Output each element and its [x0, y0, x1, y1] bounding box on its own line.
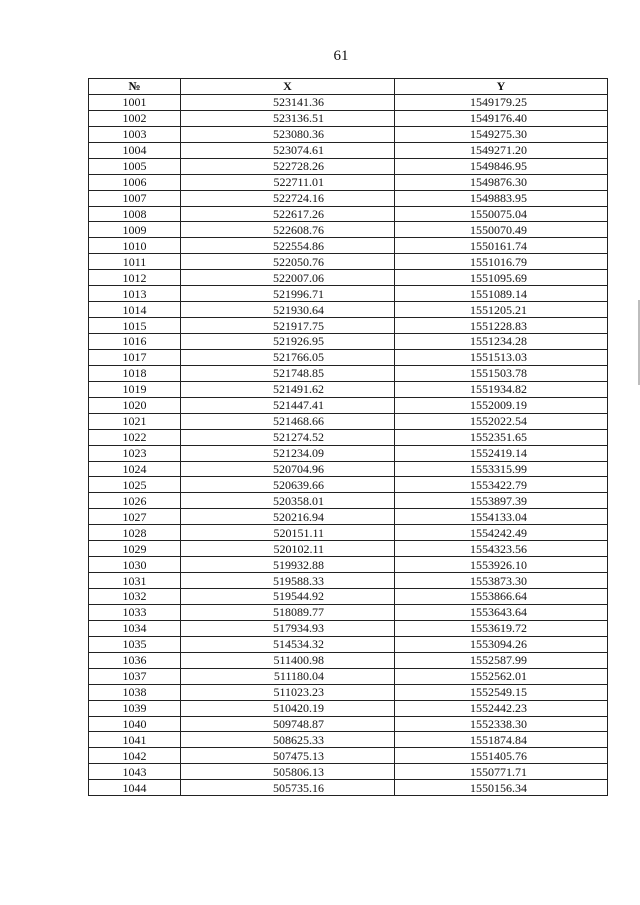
y-coordinate-cell: 1552442.23 [395, 700, 608, 716]
y-coordinate-cell: 1551205.21 [395, 302, 608, 318]
point-number-cell: 1013 [89, 286, 181, 302]
point-number-cell: 1001 [89, 94, 181, 110]
point-number-cell: 1024 [89, 461, 181, 477]
y-coordinate-cell: 1549179.25 [395, 94, 608, 110]
page-number: 61 [333, 48, 349, 64]
table-row [89, 461, 608, 477]
y-coordinate-cell: 1551095.69 [395, 270, 608, 286]
x-coordinate-cell: 522724.16 [181, 190, 395, 206]
x-coordinate-cell: 522711.01 [181, 174, 395, 190]
point-number-cell: 1008 [89, 206, 181, 222]
point-number-cell: 1011 [89, 254, 181, 270]
table-row [89, 668, 608, 684]
table-row [89, 365, 608, 381]
x-coordinate-cell: 520102.11 [181, 541, 395, 557]
x-coordinate-cell: 514534.32 [181, 636, 395, 652]
table-row [89, 190, 608, 206]
point-number-cell: 1038 [89, 684, 181, 700]
table-row [89, 94, 608, 110]
y-coordinate-cell: 1553619.72 [395, 620, 608, 636]
table-row [89, 222, 608, 238]
x-coordinate-cell: 521468.66 [181, 413, 395, 429]
header-row [89, 79, 608, 95]
y-coordinate-cell: 1550070.49 [395, 222, 608, 238]
point-number-cell: 1014 [89, 302, 181, 318]
y-coordinate-cell: 1552351.65 [395, 429, 608, 445]
x-coordinate-cell: 521926.95 [181, 334, 395, 350]
point-number-cell: 1040 [89, 716, 181, 732]
point-number-cell: 1003 [89, 126, 181, 142]
table-row [89, 381, 608, 397]
table-row [89, 158, 608, 174]
y-coordinate-cell: 1553866.64 [395, 589, 608, 605]
point-number-cell: 1026 [89, 493, 181, 509]
x-coordinate-cell: 522728.26 [181, 158, 395, 174]
point-number-cell: 1015 [89, 318, 181, 334]
x-coordinate-cell: 507475.13 [181, 748, 395, 764]
y-coordinate-cell: 1554133.04 [395, 509, 608, 525]
table-row [89, 318, 608, 334]
table-row [89, 445, 608, 461]
x-coordinate-cell: 511400.98 [181, 652, 395, 668]
point-number-cell: 1010 [89, 238, 181, 254]
x-coordinate-cell: 521447.41 [181, 397, 395, 413]
point-number-cell: 1039 [89, 700, 181, 716]
x-coordinate-cell: 522617.26 [181, 206, 395, 222]
x-coordinate-cell: 522608.76 [181, 222, 395, 238]
point-number-cell: 1005 [89, 158, 181, 174]
table-row [89, 397, 608, 413]
x-coordinate-cell: 521766.05 [181, 349, 395, 365]
table-row [89, 573, 608, 589]
table-row [89, 238, 608, 254]
y-coordinate-cell: 1553094.26 [395, 636, 608, 652]
x-coordinate-cell: 522554.86 [181, 238, 395, 254]
x-coordinate-cell: 517934.93 [181, 620, 395, 636]
y-coordinate-cell: 1549275.30 [395, 126, 608, 142]
y-coordinate-cell: 1551503.78 [395, 365, 608, 381]
x-coordinate-cell: 521917.75 [181, 318, 395, 334]
table-row [89, 477, 608, 493]
x-coordinate-cell: 520216.94 [181, 509, 395, 525]
x-coordinate-cell: 520639.66 [181, 477, 395, 493]
y-coordinate-cell: 1553315.99 [395, 461, 608, 477]
point-number-cell: 1029 [89, 541, 181, 557]
point-number-cell: 1002 [89, 110, 181, 126]
table-row [89, 254, 608, 270]
table-row [89, 334, 608, 350]
x-coordinate-cell: 519588.33 [181, 573, 395, 589]
point-number-cell: 1037 [89, 668, 181, 684]
table-row [89, 589, 608, 605]
table-row [89, 620, 608, 636]
x-coordinate-cell: 520358.01 [181, 493, 395, 509]
y-coordinate-cell: 1551874.84 [395, 732, 608, 748]
y-coordinate-cell: 1549883.95 [395, 190, 608, 206]
x-coordinate-cell: 521274.52 [181, 429, 395, 445]
point-number-cell: 1018 [89, 365, 181, 381]
y-coordinate-cell: 1551934.82 [395, 381, 608, 397]
table-row [89, 700, 608, 716]
y-coordinate-cell: 1554323.56 [395, 541, 608, 557]
x-coordinate-cell: 521930.64 [181, 302, 395, 318]
table-row [89, 142, 608, 158]
x-coordinate-cell: 520704.96 [181, 461, 395, 477]
table-row [89, 636, 608, 652]
y-coordinate-cell: 1553422.79 [395, 477, 608, 493]
x-coordinate-cell: 511180.04 [181, 668, 395, 684]
x-coordinate-cell: 505806.13 [181, 764, 395, 780]
point-number-cell: 1034 [89, 620, 181, 636]
table-row [89, 349, 608, 365]
point-number-cell: 1031 [89, 573, 181, 589]
y-coordinate-cell: 1550161.74 [395, 238, 608, 254]
point-number-cell: 1035 [89, 636, 181, 652]
x-coordinate-cell: 519932.88 [181, 557, 395, 573]
x-coordinate-cell: 505735.16 [181, 780, 395, 796]
y-coordinate-cell: 1552549.15 [395, 684, 608, 700]
x-coordinate-cell: 522007.06 [181, 270, 395, 286]
x-coordinate-cell: 519544.92 [181, 589, 395, 605]
y-coordinate-cell: 1549876.30 [395, 174, 608, 190]
point-number-cell: 1028 [89, 525, 181, 541]
table-row [89, 174, 608, 190]
y-coordinate-cell: 1552587.99 [395, 652, 608, 668]
table-row [89, 286, 608, 302]
point-number-cell: 1017 [89, 349, 181, 365]
point-number-cell: 1044 [89, 780, 181, 796]
y-coordinate-cell: 1551228.83 [395, 318, 608, 334]
x-coordinate-cell: 521234.09 [181, 445, 395, 461]
table-row [89, 541, 608, 557]
point-number-cell: 1030 [89, 557, 181, 573]
y-coordinate-cell: 1550771.71 [395, 764, 608, 780]
table-row [89, 557, 608, 573]
point-number-cell: 1032 [89, 589, 181, 605]
y-coordinate-cell: 1553926.10 [395, 557, 608, 573]
table-row [89, 684, 608, 700]
x-coordinate-cell: 523074.61 [181, 142, 395, 158]
y-coordinate-cell: 1552338.30 [395, 716, 608, 732]
y-coordinate-cell: 1551234.28 [395, 334, 608, 350]
x-coordinate-cell: 508625.33 [181, 732, 395, 748]
table-row [89, 780, 608, 796]
point-number-cell: 1006 [89, 174, 181, 190]
table-row [89, 652, 608, 668]
point-number-cell: 1036 [89, 652, 181, 668]
table-row [89, 748, 608, 764]
table-row [89, 110, 608, 126]
y-coordinate-cell: 1552009.19 [395, 397, 608, 413]
coordinates-table [88, 78, 608, 796]
y-coordinate-cell: 1549846.95 [395, 158, 608, 174]
y-coordinate-cell: 1552562.01 [395, 668, 608, 684]
column-header-x: X [181, 79, 395, 95]
point-number-cell: 1019 [89, 381, 181, 397]
y-coordinate-cell: 1553873.30 [395, 573, 608, 589]
y-coordinate-cell: 1551513.03 [395, 349, 608, 365]
point-number-cell: 1020 [89, 397, 181, 413]
y-coordinate-cell: 1554242.49 [395, 525, 608, 541]
x-coordinate-cell: 523136.51 [181, 110, 395, 126]
table-row [89, 126, 608, 142]
x-coordinate-cell: 518089.77 [181, 604, 395, 620]
table-row [89, 206, 608, 222]
point-number-cell: 1022 [89, 429, 181, 445]
point-number-cell: 1007 [89, 190, 181, 206]
table-row [89, 509, 608, 525]
y-coordinate-cell: 1549271.20 [395, 142, 608, 158]
x-coordinate-cell: 509748.87 [181, 716, 395, 732]
column-header-y: Y [395, 79, 608, 95]
x-coordinate-cell: 510420.19 [181, 700, 395, 716]
table-row [89, 732, 608, 748]
y-coordinate-cell: 1553897.39 [395, 493, 608, 509]
table-row [89, 493, 608, 509]
y-coordinate-cell: 1551405.76 [395, 748, 608, 764]
point-number-cell: 1027 [89, 509, 181, 525]
column-header-number: № [89, 79, 181, 95]
y-coordinate-cell: 1553643.64 [395, 604, 608, 620]
table-body [89, 94, 608, 795]
table-row [89, 413, 608, 429]
x-coordinate-cell: 521491.62 [181, 381, 395, 397]
point-number-cell: 1009 [89, 222, 181, 238]
point-number-cell: 1043 [89, 764, 181, 780]
x-coordinate-cell: 511023.23 [181, 684, 395, 700]
x-coordinate-cell: 520151.11 [181, 525, 395, 541]
x-coordinate-cell: 523080.36 [181, 126, 395, 142]
point-number-cell: 1023 [89, 445, 181, 461]
point-number-cell: 1042 [89, 748, 181, 764]
table-row [89, 270, 608, 286]
table-row [89, 716, 608, 732]
point-number-cell: 1021 [89, 413, 181, 429]
y-coordinate-cell: 1550075.04 [395, 206, 608, 222]
y-coordinate-cell: 1551016.79 [395, 254, 608, 270]
y-coordinate-cell: 1552022.54 [395, 413, 608, 429]
point-number-cell: 1041 [89, 732, 181, 748]
point-number-cell: 1025 [89, 477, 181, 493]
table-row [89, 429, 608, 445]
point-number-cell: 1016 [89, 334, 181, 350]
point-number-cell: 1033 [89, 604, 181, 620]
x-coordinate-cell: 522050.76 [181, 254, 395, 270]
x-coordinate-cell: 523141.36 [181, 94, 395, 110]
table-row [89, 604, 608, 620]
table-row [89, 764, 608, 780]
x-coordinate-cell: 521996.71 [181, 286, 395, 302]
table-row [89, 525, 608, 541]
y-coordinate-cell: 1549176.40 [395, 110, 608, 126]
y-coordinate-cell: 1550156.34 [395, 780, 608, 796]
y-coordinate-cell: 1551089.14 [395, 286, 608, 302]
table-header [89, 79, 608, 95]
point-number-cell: 1004 [89, 142, 181, 158]
point-number-cell: 1012 [89, 270, 181, 286]
y-coordinate-cell: 1552419.14 [395, 445, 608, 461]
table-row [89, 302, 608, 318]
x-coordinate-cell: 521748.85 [181, 365, 395, 381]
